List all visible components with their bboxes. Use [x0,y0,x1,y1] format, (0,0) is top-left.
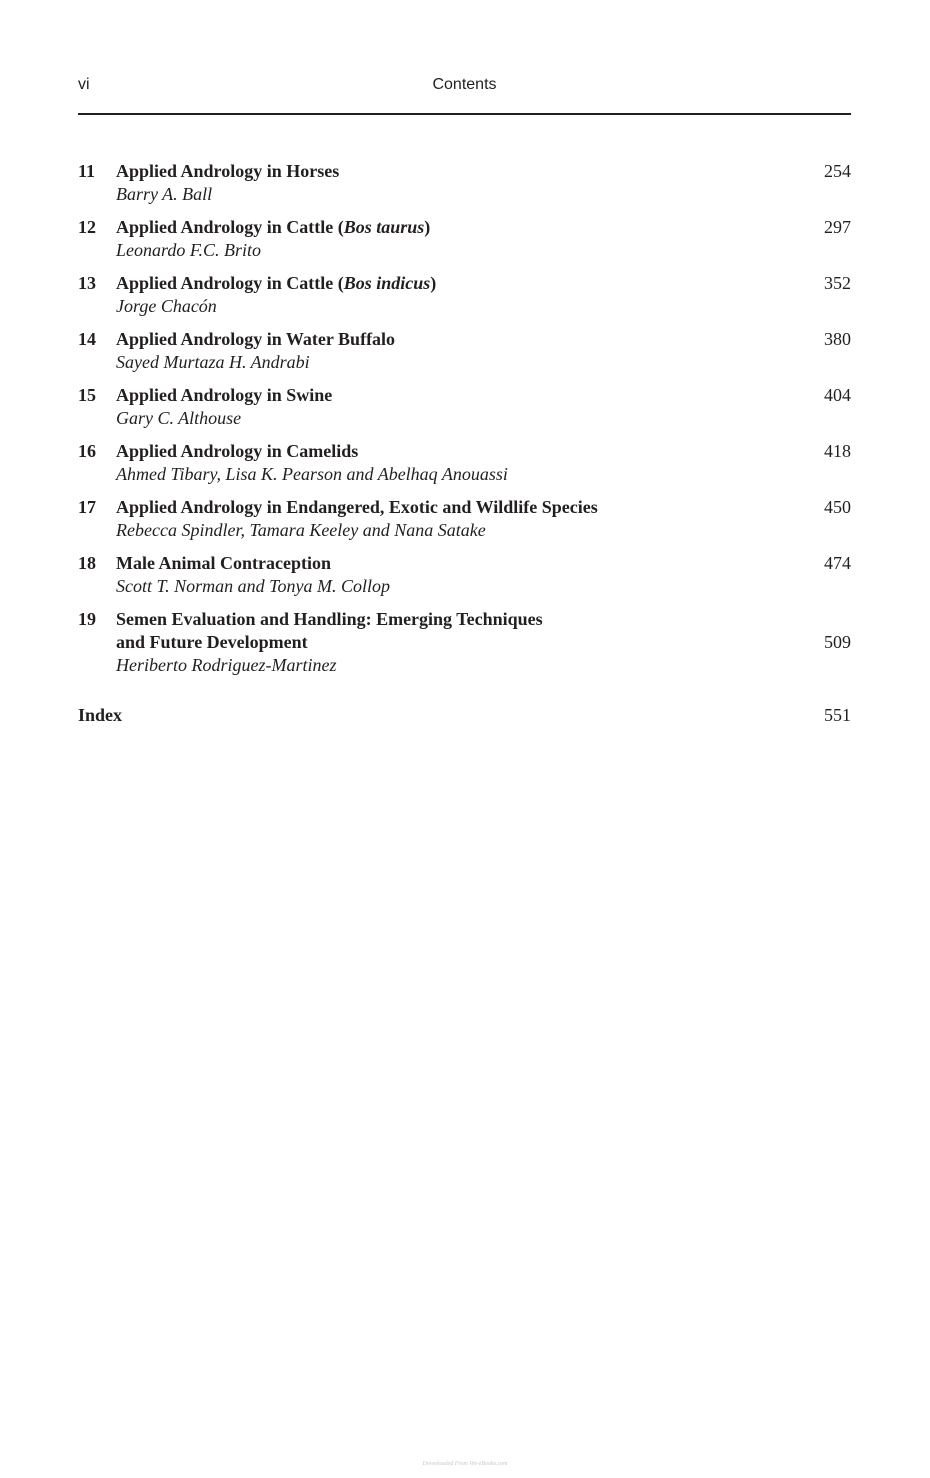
running-head-title: Contents [432,76,497,93]
chapter-authors: Heriberto Rodriguez-Martinez [116,655,337,675]
chapter-title: Applied Andrology in Cattle (Bos indicus) [116,273,437,293]
chapter-page-number: 404 [824,385,851,405]
chapter-title: Applied Andrology in Swine [116,385,333,405]
chapter-page-number: 297 [824,217,851,237]
toc-entry-11[interactable] [78,160,851,206]
book-page [78,0,851,1478]
running-head [78,76,851,96]
index-label: Index [78,705,123,725]
toc-entry-17[interactable] [78,496,851,542]
page-number: vi [78,76,90,93]
toc-entry-16[interactable] [78,440,851,486]
chapter-title: Applied Andrology in Water Buffalo [116,329,396,349]
chapter-number: 18 [78,553,96,573]
chapter-number: 14 [78,329,96,349]
chapter-title: Applied Andrology in Horses [116,161,340,181]
index-page-number: 551 [824,705,851,725]
chapter-page-number: 254 [824,161,851,181]
chapter-authors: Scott T. Norman and Tonya M. Collop [116,576,391,596]
chapter-authors: Jorge Chacón [116,296,217,316]
chapter-title: Male Animal Contraception [116,553,331,573]
chapter-page-number: 418 [824,441,851,461]
chapter-number: 19 [78,609,96,629]
chapter-authors: Ahmed Tibary, Lisa K. Pearson and Abelhaq Anouassi [116,464,508,484]
toc-entry-18[interactable] [78,552,851,598]
chapter-page-number: 380 [824,329,851,349]
chapter-number: 13 [78,273,96,293]
chapter-page-number: 474 [824,553,851,573]
chapter-title-line-2: and Future Development [116,632,308,652]
chapter-authors: Leonardo F.C. Brito [116,240,262,260]
footer-watermark: Downloaded From Vet-eBooks.com [422,1461,508,1467]
chapter-authors: Gary C. Althouse [116,408,242,428]
header-rule [78,113,851,115]
table-of-contents [78,160,851,727]
chapter-authors: Barry A. Ball [116,184,213,204]
chapter-title-line-1: Semen Evaluation and Handling: Emerging Techniques [116,609,543,629]
chapter-authors: Sayed Murtaza H. Andrabi [116,352,310,372]
chapter-authors: Rebecca Spindler, Tamara Keeley and Nana Satake [116,520,486,540]
chapter-title: Applied Andrology in Endangered, Exotic and Wildlife Species [116,497,598,517]
chapter-title: Applied Andrology in Cattle (Bos taurus) [116,217,431,237]
chapter-page-number: 509 [824,632,851,652]
chapter-title: Applied Andrology in Camelids [116,441,359,461]
toc-entry-15[interactable] [78,384,851,430]
chapter-number: 17 [78,497,96,517]
chapter-page-number: 352 [824,273,851,293]
chapter-number: 15 [78,385,96,405]
toc-entry-19[interactable] [78,608,851,677]
toc-entry-13[interactable] [78,272,851,318]
toc-entry-14[interactable] [78,328,851,374]
chapter-page-number: 450 [824,497,851,517]
chapter-number: 11 [78,161,96,181]
chapter-number: 16 [78,441,96,461]
toc-entry-index[interactable] [78,704,851,727]
toc-entry-12[interactable] [78,216,851,262]
chapter-number: 12 [78,217,96,237]
